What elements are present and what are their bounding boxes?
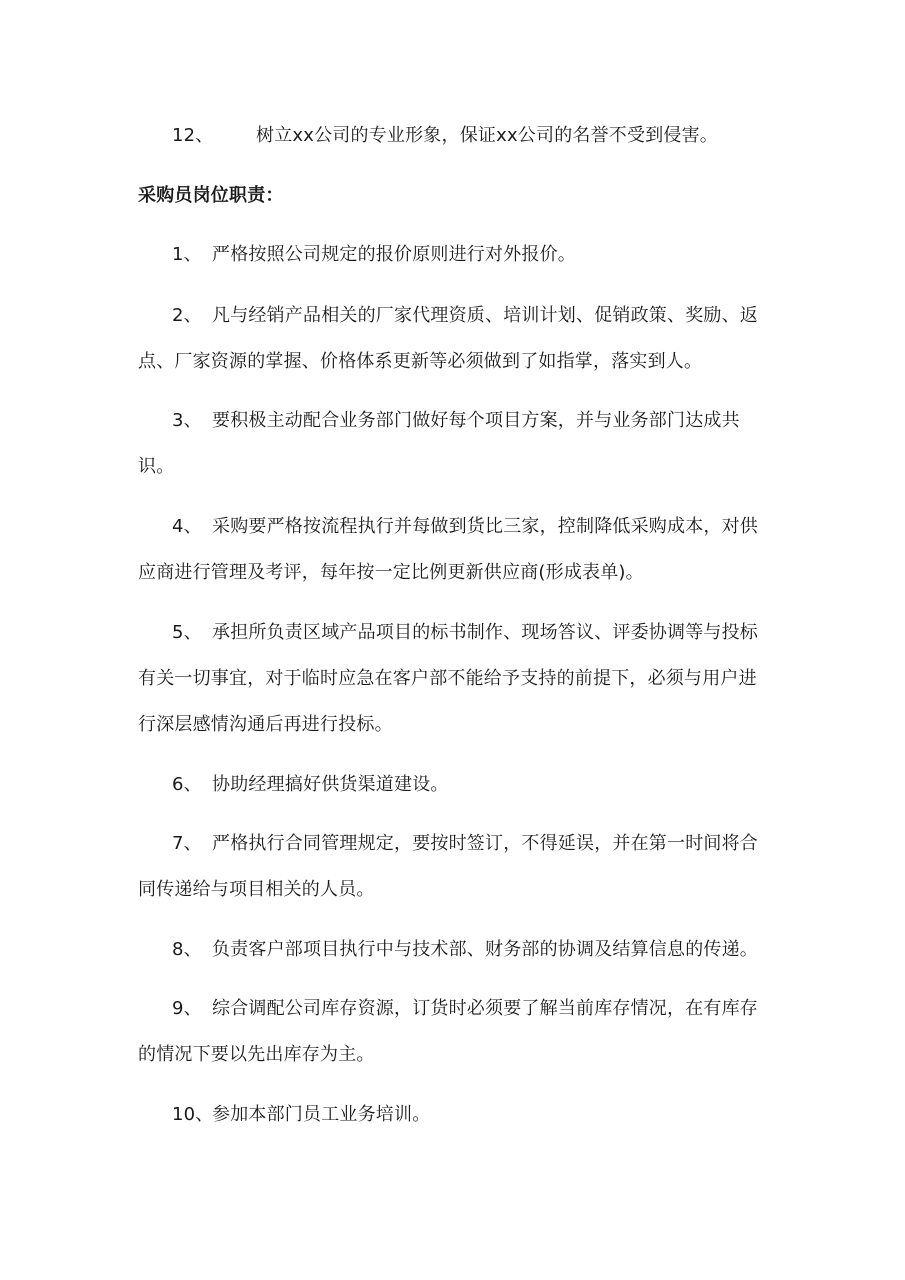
item-3 xyxy=(172,409,740,433)
section-heading: 采购员岗位职责： xyxy=(138,185,284,206)
item-6 xyxy=(172,773,449,797)
item-10 xyxy=(172,1103,430,1127)
item-8 xyxy=(172,938,758,962)
item-text: 承担所负责区域产品项目的标书制作、现场答议、评委协调等与投标 xyxy=(212,622,758,643)
item-number: 10、 xyxy=(172,1104,214,1125)
item-text: 综合调配公司库存资源，订货时必须要了解当前库存情况，在有库存 xyxy=(212,998,758,1019)
item-text: 采购要严格按流程执行并每做到货比三家，控制降低采购成本，对供 xyxy=(212,516,758,537)
item-4 xyxy=(172,515,758,539)
item-number: 8、 xyxy=(172,939,202,960)
item-number: 2、 xyxy=(172,305,202,326)
item-2 xyxy=(172,304,758,328)
item-text: 负责客户部项目执行中与技术部、财务部的协调及结算信息的传递。 xyxy=(212,939,758,960)
item-number: 1、 xyxy=(172,244,202,265)
item-text: 要积极主动配合业务部门做好每个项目方案，并与业务部门达成共 xyxy=(212,410,740,431)
item-7-continuation: 同传递给与项目相关的人员。 xyxy=(138,879,375,900)
item-3-continuation: 识。 xyxy=(138,456,175,477)
item-9-continuation: 的情况下要以先出库存为主。 xyxy=(138,1044,375,1065)
item-9 xyxy=(172,997,758,1021)
item-number: 7、 xyxy=(172,833,202,854)
item-text: 严格执行合同管理规定，要按时签订，不得延误，并在第一时间将合 xyxy=(212,833,758,854)
item-number: 3、 xyxy=(172,410,202,431)
item-4-continuation: 应商进行管理及考评，每年按一定比例更新供应商(形成表单)。 xyxy=(138,562,644,583)
item-number: 6、 xyxy=(172,774,202,795)
item-7 xyxy=(172,832,758,856)
item-number: 4、 xyxy=(172,516,202,537)
item-text: 协助经理搞好供货渠道建设。 xyxy=(212,774,449,795)
item-number: 12、 xyxy=(172,125,214,146)
item-number: 5、 xyxy=(172,622,202,643)
item-1 xyxy=(172,243,576,267)
item-text: 严格按照公司规定的报价原则进行对外报价。 xyxy=(212,244,576,265)
item-text: 凡与经销产品相关的厂家代理资质、培训计划、促销政策、奖励、返 xyxy=(212,305,758,326)
item-5-continuation: 行深层感情沟通后再进行投标。 xyxy=(138,714,393,735)
item-12 xyxy=(172,124,718,148)
item-text: 树立xx公司的专业形象，保证xx公司的名誉不受到侵害。 xyxy=(256,125,719,146)
item-5 xyxy=(172,621,758,645)
item-5-continuation: 有关一切事宜，对于临时应急在客户部不能给予支持的前提下，必须与用户进 xyxy=(138,668,757,689)
item-number: 9、 xyxy=(172,998,202,1019)
item-2-continuation: 点、厂家资源的掌握、价格体系更新等必须做到了如指掌，落实到人。 xyxy=(138,351,703,372)
item-text: 参加本部门员工业务培训。 xyxy=(212,1104,431,1125)
